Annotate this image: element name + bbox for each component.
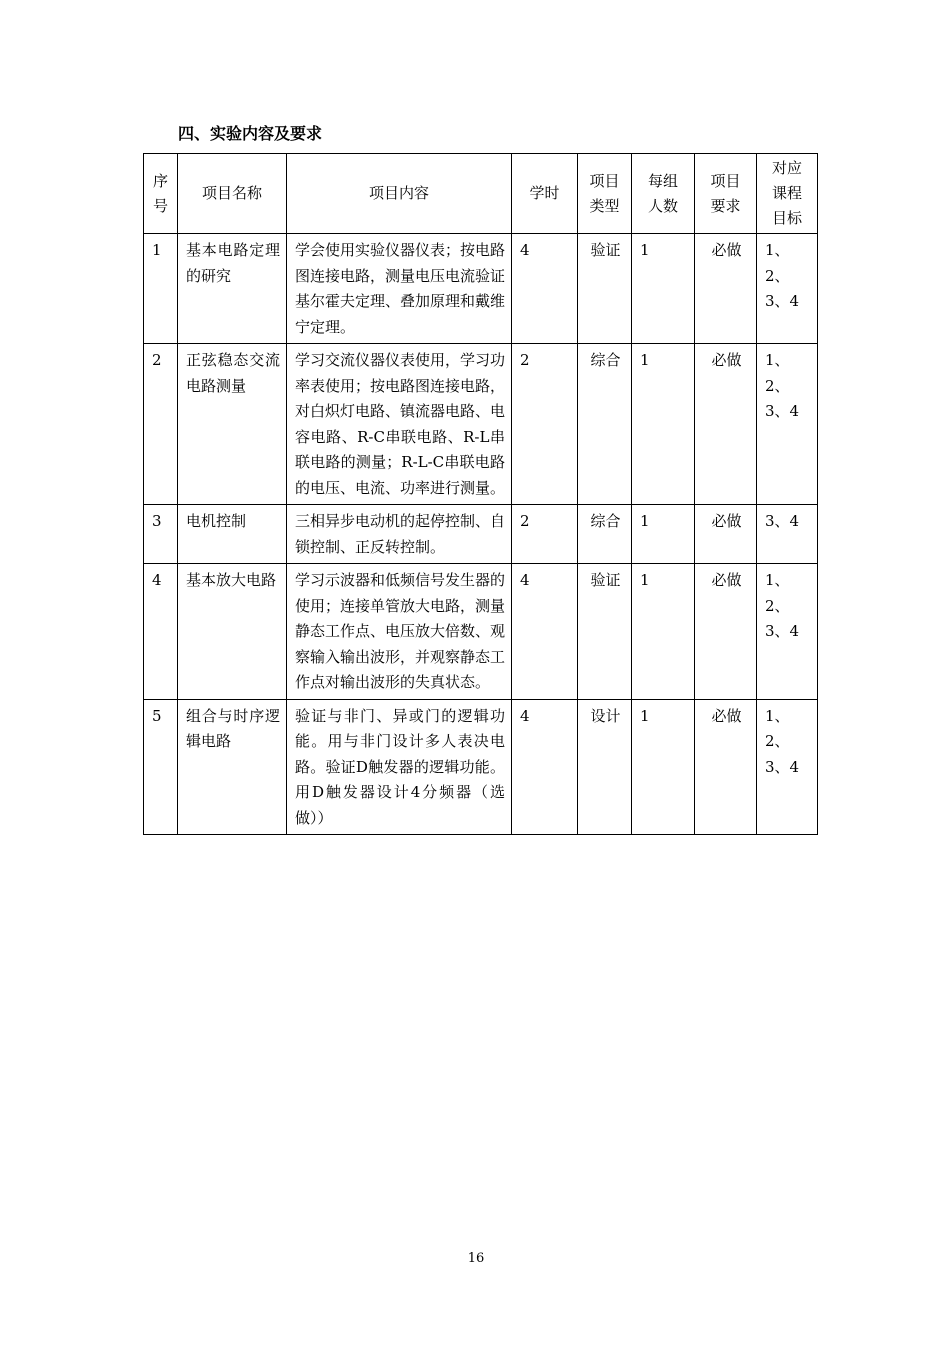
table-row <box>144 344 818 505</box>
cell-content: 学习交流仪器仪表使用，学习功率表使用；按电路图连接电路，对白炽灯电路、镇流器电路、电容电路、R-C串联电路、R-L串联电路的测量；R-L-C串联电路的电压、电流、功率进行测量。 <box>287 344 512 505</box>
cell-target: 1、2、3、4 <box>757 564 818 700</box>
section-title: 四、实验内容及要求 <box>178 124 323 143</box>
cell-group: 1 <box>632 564 695 700</box>
cell-requirement: 必做 <box>695 234 757 344</box>
cell-content: 验证与非门、异或门的逻辑功能。用与非门设计多人表决电路。验证D触发器的逻辑功能。用D触发器设计4分频器（选做）） <box>287 699 512 835</box>
cell-group: 1 <box>632 344 695 505</box>
cell-index: 1 <box>144 234 178 344</box>
table-row <box>144 234 818 344</box>
cell-type: 验证 <box>578 234 632 344</box>
cell-target: 1、2、3、4 <box>757 344 818 505</box>
cell-hours: 4 <box>512 234 578 344</box>
header-target: 对应课程目标 <box>757 154 818 234</box>
cell-index: 3 <box>144 505 178 564</box>
cell-type: 设计 <box>578 699 632 835</box>
cell-group: 1 <box>632 699 695 835</box>
cell-target: 3、4 <box>757 505 818 564</box>
cell-index: 2 <box>144 344 178 505</box>
cell-target: 1、2、3、4 <box>757 234 818 344</box>
header-hours: 学时 <box>512 154 578 234</box>
cell-content: 学会使用实验仪器仪表；按电路图连接电路，测量电压电流验证基尔霍夫定理、叠加原理和戴维宁定理。 <box>287 234 512 344</box>
cell-index: 4 <box>144 564 178 700</box>
cell-name: 组合与时序逻辑电路 <box>178 699 287 835</box>
cell-group: 1 <box>632 234 695 344</box>
cell-hours: 4 <box>512 564 578 700</box>
cell-name: 正弦稳态交流电路测量 <box>178 344 287 505</box>
table-row <box>144 699 818 835</box>
header-content: 项目内容 <box>287 154 512 234</box>
cell-requirement: 必做 <box>695 344 757 505</box>
header-type: 项目类型 <box>578 154 632 234</box>
cell-requirement: 必做 <box>695 564 757 700</box>
cell-name: 电机控制 <box>178 505 287 564</box>
cell-requirement: 必做 <box>695 505 757 564</box>
header-requirement: 项目要求 <box>695 154 757 234</box>
cell-target: 1、2、3、4 <box>757 699 818 835</box>
cell-content: 学习示波器和低频信号发生器的使用；连接单管放大电路，测量静态工作点、电压放大倍数、观察输入输出波形，并观察静态工作点对输出波形的失真状态。 <box>287 564 512 700</box>
cell-requirement: 必做 <box>695 699 757 835</box>
cell-type: 综合 <box>578 344 632 505</box>
cell-name: 基本电路定理的研究 <box>178 234 287 344</box>
table-header-row <box>144 154 818 234</box>
experiment-table <box>143 153 818 835</box>
cell-content: 三相异步电动机的起停控制、自锁控制、正反转控制。 <box>287 505 512 564</box>
header-group: 每组人数 <box>632 154 695 234</box>
cell-type: 综合 <box>578 505 632 564</box>
cell-name: 基本放大电路 <box>178 564 287 700</box>
table-row <box>144 564 818 700</box>
page-number: 16 <box>467 1251 485 1266</box>
cell-hours: 4 <box>512 699 578 835</box>
cell-hours: 2 <box>512 505 578 564</box>
table-row <box>144 505 818 564</box>
cell-group: 1 <box>632 505 695 564</box>
header-index: 序号 <box>144 154 178 234</box>
header-name: 项目名称 <box>178 154 287 234</box>
cell-type: 验证 <box>578 564 632 700</box>
cell-index: 5 <box>144 699 178 835</box>
cell-hours: 2 <box>512 344 578 505</box>
